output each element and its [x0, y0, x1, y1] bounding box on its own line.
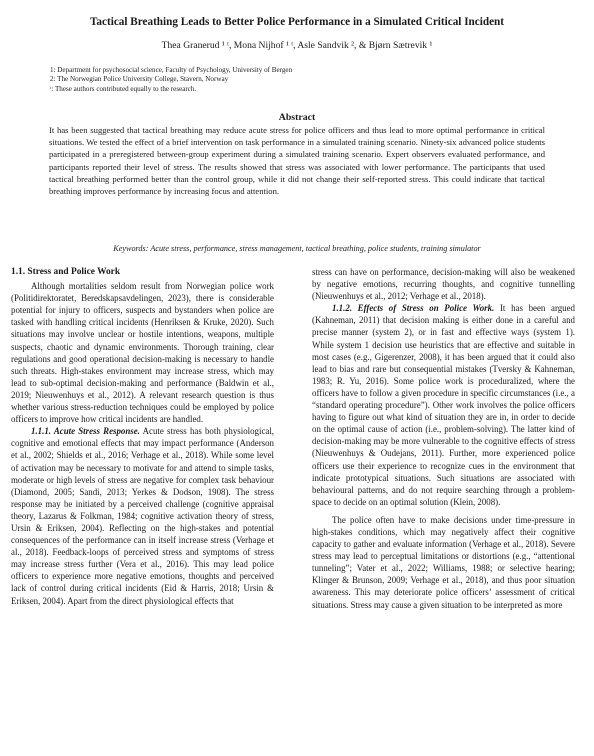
left-column — [11, 266, 274, 607]
paragraph: The police often have to make decisions under time-pressure in high-stakes conditions, which may negatively affect their cognitive capacity to gather and evaluate information (Verhage et al., 2018). Severe stress may lead to perceptual limitations or distortions (e.g., “attentional tunneling”; Vater et al., 2022; Williams, 1988; or selective hearing; Klinger & Brunson, 2009; Verhage et al., 2018), and thus poor situation awareness. This may deteriorate police officers’ assessment of critical situations. Stress may cause a given situation to be interpreted as more — [312, 514, 575, 610]
paragraph-with-subheading — [11, 425, 274, 606]
affiliation-note: ᵗ: These authors contributed equally to the research. — [50, 84, 197, 93]
right-column — [312, 266, 575, 611]
paper-title: Tactical Breathing Leads to Better Police Performance in a Simulated Critical Incident — [90, 16, 504, 28]
paragraph-with-subheading — [312, 302, 575, 508]
abstract-text: It has been suggested that tactical breathing may reduce acute stress for police officers and thus lead to more optimal performance in critical situations. We tested the effect of a brief intervention on task performance in a simulated training scenario. Ninety-six advanced police students participated in a preregistered between-group experiment during a simulated training scenario. Expert observers evaluated performance, and participants reported their level of stress. The results showed that stress was associated with lower performance. The participants that used tactical breathing performed better than the control group, while it did not change their self-reported stress. This could indicate that tactical breathing improves performance by increasing focus and attention. — [49, 125, 545, 197]
paragraph: Although mortalities seldom result from Norwegian police work (Politidirektoratet, Beredskapsavdelingen, 2023), there is considerable potential for injury to officers, suspects and bystanders when police are tasked with handling critical incidents (Henriksen & Kruke, 2020). Such situations may involve unclear or hostile intentions, weapons, multiple suspects, chaotic and dynamic environments. Thorough training, clear regulations and good operational decision-making is necessary to handle such threats. High-stakes environment may increase stress, which may lead to sub-optimal decision-making and performance (Baldwin et al., 2019; Nieuwenhuys et al., 2012). A relevant research question is thus whether various stress-reduction techniques could be employed by police officers to improve how critical incidents are handled. — [11, 281, 274, 425]
affiliation-2: 2: The Norwegian Police University College, Stavern, Norway — [50, 75, 229, 84]
subsection-heading: 1.1.2. Effects of Stress on Police Work. — [332, 303, 495, 314]
subsection-heading: 1.1.1. Acute Stress Response. — [31, 426, 140, 437]
paragraph-text: It has been argued (Kahneman, 2011) that decision making is either done in a careful and precise manner (system 2), or in fast and effective ways (system 1). While system 1 decision use heuristics that are effective and suitable in most cases (e.g., Gigerenzer, 2008), it has been argued that it could also lead to bias and rare but consequential mistakes (Tversky & Kahneman, 1983; R. Yu, 2016). Some police work is proceduralized, where the officers have to follow a given procedure in specific circumstances (i.e., a “standard operating procedure”). Other work involves the police officers having to figure out what kind of situation they are in, in order to decide on the optimal cause of action (i.e., problem-solving). The latter kind of decision-making may be more vulnerable to the cognitive effects of stress (Nieuwenhuys & Oudejans, 2011). Further, more experienced police officers use their experience to recognize cues in the environment that indicate prototypical situations. Such situations are associated with behavioural patterns, and do not require searching through a problem-space to decide on an optimal solution (Klein, 2008). — [312, 303, 575, 507]
section-heading: 1.1. Stress and Police Work — [11, 267, 121, 277]
paragraph-text: Acute stress has both physiological, cognitive and emotional effects that may impact performance (Anderson et al., 2002; Shields et al., 2016; Verhage et al., 2018). While some level of activation may be necessary to motivate for and attend to simple tasks, moderate or high levels of stress are negative for complex task behaviour (Diamond, 2005; Sandi, 2013; Yerkes & Dodson, 1908). The stress response may be initiated by a perceived challenge (cognitive appraisal theory, Lazarus & Folkman, 1984; cognitive activation theory of stress, Ursin & Eriksen, 2004). Reflecting on the high-stakes and potential consequences of the performance can in itself increase stress (Verhage et al., 2018). Feedback-loops of perceived stress and symptoms of stress may increase stress further (Vera et al., 2016). This may lead police officers to experience more negative emotions, thoughts and perceived lack of control during critical incidents (Eid & Harris, 2018; Ursin & Eriksen, 2004). Apart from the direct physiological effects that — [11, 426, 275, 606]
abstract-heading: Abstract — [278, 112, 316, 123]
paragraph-continued: stress can have on performance, decision-making will also be weakened by negative emotions, recurring thoughts, and cognitive tunnelling (Nieuwenhuys et al., 2012; Verhage et al., 2018). — [312, 267, 575, 302]
affiliation-1: 1: Department for psychosocial science, Faculty of Psychology, University of Bergen — [50, 66, 293, 74]
affiliations — [50, 66, 292, 94]
author-list: Thea Granerud ¹ ᵗ, Mona Nijhof ¹ ᵗ, Asle Sandvik ², & Bjørn Sætrevik ¹ — [161, 40, 433, 51]
keywords: Keywords: Acute stress, performance, stress management, tactical breathing, police students, training simulator — [113, 244, 481, 253]
